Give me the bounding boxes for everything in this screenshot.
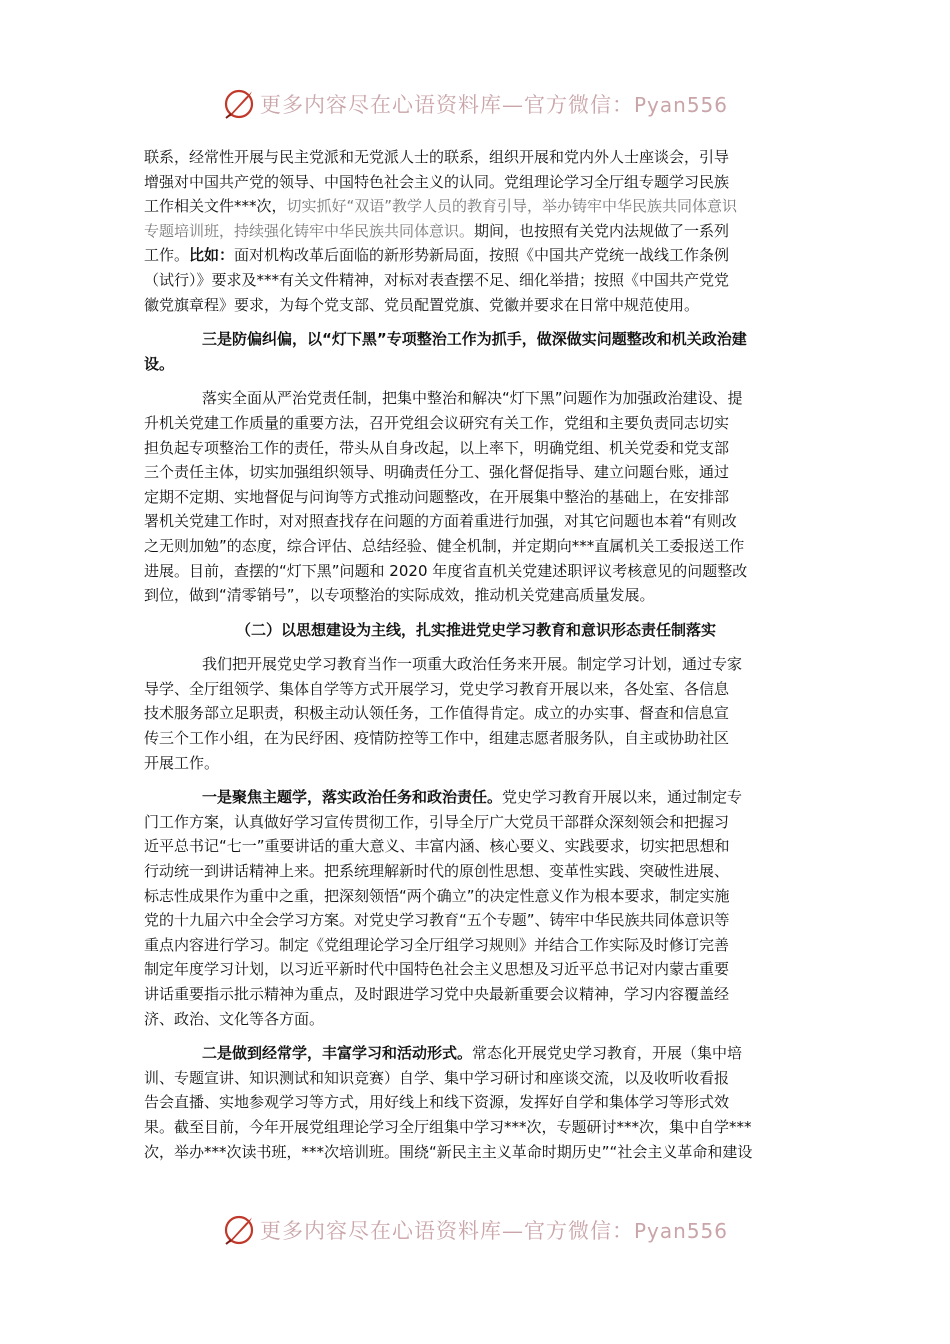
text-line: 到位，做到“清零销号”，以专项整治的实际成效，推动机关党建高质量发展。 bbox=[144, 586, 655, 605]
text-line: 联系，经常性开展与民主党派和无党派人士的联系，组织开展和党内外人士座谈会，引导 bbox=[144, 148, 730, 166]
paragraph-regular-study bbox=[144, 1041, 808, 1164]
text-line: 训、专题宣讲、知识测试和知识竞赛）自学、集中学习研讨和座谈交流，以及收听收看报 bbox=[144, 1068, 730, 1087]
quill-pen-logo-icon bbox=[222, 87, 256, 121]
footer-banner bbox=[0, 1208, 950, 1252]
text-line: 导学、全厅组领学、集体自学等方式开展学习，党史学习教育开展以来，各处室、各信息 bbox=[144, 679, 730, 698]
text-line: 增强对中国共产党的领导、中国特色社会主义的认同。党组理论学习全厅组专题学习民族 bbox=[144, 172, 730, 191]
text-line: 署机关党建工作时，对对照查找存在问题的方面着重进行加强，对其它问题也本着“有则改 bbox=[144, 512, 737, 531]
text-line: 技术服务部立足职责，积极主动认领任务，工作值得肯定。成立的办实事、督查和信息宣 bbox=[144, 704, 730, 723]
text-line: 工作相关文件***次，切实抓好“双语”教学人员的教育引导，举办铸牢中华民族共同体意识 bbox=[144, 197, 738, 216]
text-line: 专题培训班，持续强化铸牢中华民族共同体意识。期间，也按照有关党内法规做了一系列 bbox=[144, 221, 730, 240]
quill-pen-logo-icon bbox=[222, 1213, 256, 1247]
text-line: 进展。目前，查摆的“灯下黑”问题和 2020 年度省直机关党建述职评议考核意见的问题整改 bbox=[144, 561, 748, 580]
text-line: 传三个工作小组，在为民纾困、疫情防控等工作中，组建志愿者服务队，自主或协助社区 bbox=[144, 729, 730, 748]
text-line: 开展工作。 bbox=[144, 753, 220, 772]
text-line: 工作。比如：面对机构改革后面临的新形势新局面，按照《中国共产党统一战线工作条例 bbox=[144, 246, 730, 265]
text-line: 徽党旗章程》要求，为每个党支部、党员配置党旗、党徽并要求在日常中规范使用。 bbox=[144, 295, 700, 314]
text-line: 定期不定期、实地督促与问询等方式推动问题整改，在开展集中整治的基础上，在安排部 bbox=[144, 487, 730, 506]
text-line: 门工作方案，认真做好学习宣传贯彻工作，引导全厅广大党员干部群众深刻领会和把握习 bbox=[144, 812, 730, 831]
text-line: 标志性成果作为重中之重，把深刻领悟“两个确立”的决定性意义作为根本要求，制定实施 bbox=[144, 886, 730, 905]
text-line: 制定年度学习计划，以习近平新时代中国特色社会主义思想及习近平总书记对内蒙古重要 bbox=[144, 960, 730, 979]
document-body bbox=[144, 145, 808, 1174]
header-banner bbox=[0, 82, 950, 126]
text-line: 三是防偏纠偏，以“灯下黑”专项整治工作为抓手，做深做实问题整改和机关政治建 bbox=[202, 330, 747, 349]
paragraph-rectification bbox=[144, 386, 808, 607]
text-line: 次，举办***次读书班，***次培训班。围绕“新民主主义革命时期历史”“社会主义革命和建设 bbox=[144, 1142, 753, 1161]
text-line: 果。截至目前，今年开展党组理论学习全厅组集中学习***次，专题研讨***次，集中自学*** bbox=[144, 1117, 752, 1136]
paragraph-theme-study bbox=[144, 785, 808, 1031]
text-line: 党的十九届六中全会学习方案。对党史学习教育“五个专题”、铸牢中华民族共同体意识等 bbox=[144, 911, 730, 930]
paragraph-party-history bbox=[144, 652, 808, 775]
text-line: （试行）》要求及***有关文件精神，对标对表查摆不足、细化举措；按照《中国共产党党 bbox=[144, 270, 730, 289]
text-line: 行动统一到讲话精神上来。把系统理解新时代的原创性思想、变革性实践、突破性进展、 bbox=[144, 862, 730, 881]
section-title: （二）以思想建设为主线，扎实推进党史学习教育和意识形态责任制落实 bbox=[235, 620, 716, 639]
footer-banner-text: 更多内容尽在心语资料库—官方微信：Pyan556 bbox=[259, 1219, 728, 1243]
text-line: 告会直播、实地参观学习等方式，用好线上和线下资源，发挥好自学和集体学习等形式效 bbox=[144, 1093, 730, 1112]
text-line: 一是聚焦主题学，落实政治任务和政治责任。党史学习教育开展以来，通过制定专 bbox=[202, 788, 743, 807]
text-line: 设。 bbox=[144, 354, 175, 373]
header-banner-text: 更多内容尽在心语资料库—官方微信：Pyan556 bbox=[259, 93, 728, 117]
text-line: 升机关党建工作质量的重要方法，召开党组会议研究有关工作，党组和主要负责同志切实 bbox=[144, 413, 730, 432]
text-line: 近平总书记“七一”重要讲话的重大意义、丰富内涵、核心要义、实践要求，切实把思想和 bbox=[144, 837, 730, 856]
text-line: 落实全面从严治党责任制，把集中整治和解决“灯下黑”问题作为加强政治建设、提 bbox=[202, 389, 743, 408]
text-line: 济、政治、文化等各方面。 bbox=[144, 1009, 325, 1028]
text-line: 三个责任主体，切实加强组织领导、明确责任分工、强化督促指导、建立问题台账，通过 bbox=[144, 463, 730, 482]
text-line: 担负起专项整治工作的责任，带头从自身改起，以上率下，明确党组、机关党委和党支部 bbox=[144, 438, 730, 457]
text-line: 之无则加勉”的态度，综合评估、总结经验、健全机制，并定期向***直属机关工委报送工作 bbox=[144, 536, 745, 555]
text-line: 重点内容进行学习。制定《党组理论学习全厅组学习规则》并结合工作实际及时修订完善 bbox=[144, 935, 730, 954]
heading-third-point bbox=[144, 327, 808, 376]
text-line: 我们把开展党史学习教育当作一项重大政治任务来开展。制定学习计划，通过专家 bbox=[202, 655, 743, 674]
text-line: 二是做到经常学，丰富学习和活动形式。常态化开展党史学习教育，开展（集中培 bbox=[202, 1044, 743, 1063]
text-line: 讲话重要指示批示精神为重点，及时跟进学习党中央最新重要会议精神，学习内容覆盖经 bbox=[144, 985, 730, 1003]
paragraph-united-front bbox=[144, 145, 808, 317]
